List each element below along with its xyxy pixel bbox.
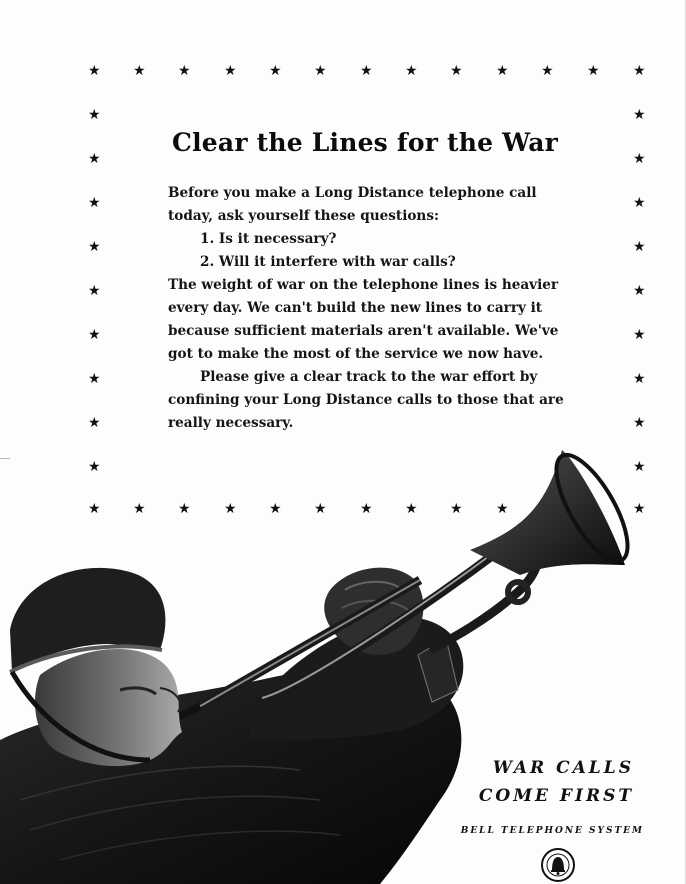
soldier-bugler-illustration <box>0 440 686 884</box>
star-ornament: ★ <box>633 327 646 343</box>
star-ornament: ★ <box>88 327 101 343</box>
star-ornament: ★ <box>633 283 646 299</box>
star-ornament: ★ <box>633 63 646 79</box>
star-ornament: ★ <box>269 63 282 79</box>
headline: Clear the Lines for the War <box>172 128 558 157</box>
star-ornament: ★ <box>178 63 191 79</box>
star-ornament: ★ <box>450 63 463 79</box>
star-ornament: ★ <box>633 195 646 211</box>
star-ornament: ★ <box>224 501 237 517</box>
star-ornament: ★ <box>224 63 237 79</box>
paragraph-clear-track: Please give a clear track to the war effort by confining your Long Distance calls to those that are really necessary. <box>168 369 564 431</box>
star-ornament: ★ <box>360 63 373 79</box>
star-ornament: ★ <box>88 107 101 123</box>
star-ornament: ★ <box>633 151 646 167</box>
body-copy <box>168 182 568 435</box>
star-ornament: ★ <box>178 501 191 517</box>
slogan <box>479 754 634 810</box>
star-ornament: ★ <box>88 371 101 387</box>
intro-text: Before you make a Long Distance telephone call today, ask yourself these questions: <box>168 185 537 224</box>
slogan-line-1: WAR CALLS <box>492 758 634 778</box>
star-ornament: ★ <box>88 501 101 517</box>
star-ornament: ★ <box>360 501 373 517</box>
question-2: 2. Will it interfere with war calls? <box>200 254 456 270</box>
star-ornament: ★ <box>314 501 327 517</box>
star-ornament: ★ <box>405 501 418 517</box>
bell-system-seal-icon <box>541 848 575 882</box>
star-ornament: ★ <box>88 415 101 431</box>
slogan-line-2: COME FIRST <box>478 786 634 806</box>
star-ornament: ★ <box>633 415 646 431</box>
star-ornament: ★ <box>133 63 146 79</box>
star-ornament: ★ <box>88 195 101 211</box>
paragraph-weight-of-war: The weight of war on the telephone lines is heavier every day. We can't build the new lines to carry it because sufficient materials aren't available. We've got to make the most of the service we now have. <box>168 277 559 362</box>
margin-mark <box>0 458 10 459</box>
bell-system-signature: BELL TELEPHONE SYSTEM <box>460 826 644 836</box>
star-ornament: ★ <box>133 501 146 517</box>
star-ornament: ★ <box>88 283 101 299</box>
star-ornament: ★ <box>88 63 101 79</box>
star-ornament: ★ <box>496 63 509 79</box>
star-ornament: ★ <box>88 239 101 255</box>
question-1: 1. Is it necessary? <box>200 231 337 247</box>
star-ornament: ★ <box>541 63 554 79</box>
star-ornament: ★ <box>88 151 101 167</box>
star-ornament: ★ <box>314 63 327 79</box>
star-ornament: ★ <box>633 107 646 123</box>
star-ornament: ★ <box>633 501 646 517</box>
star-ornament: ★ <box>405 63 418 79</box>
star-ornament: ★ <box>633 239 646 255</box>
star-ornament: ★ <box>269 501 282 517</box>
star-ornament: ★ <box>496 501 509 517</box>
star-ornament: ★ <box>633 371 646 387</box>
star-ornament: ★ <box>450 501 463 517</box>
star-ornament: ★ <box>88 459 101 475</box>
star-ornament: ★ <box>587 63 600 79</box>
star-ornament: ★ <box>633 459 646 475</box>
